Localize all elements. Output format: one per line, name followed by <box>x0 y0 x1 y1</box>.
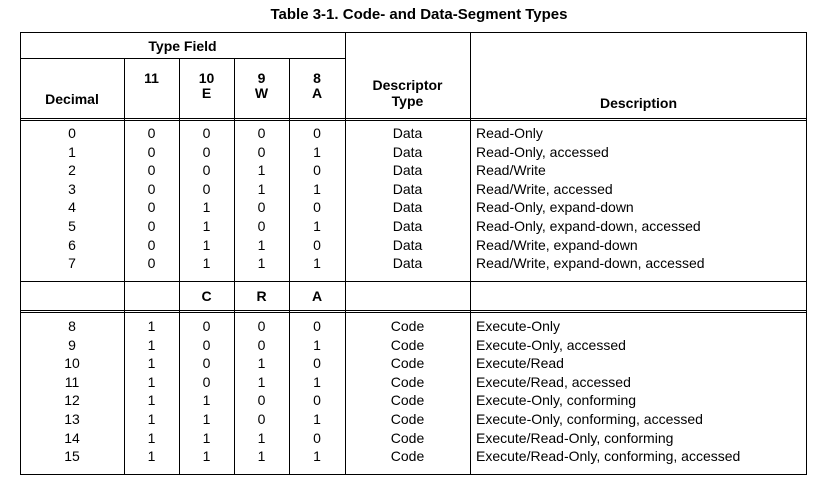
bit9-cell: 1 <box>257 255 266 272</box>
bit10-cell: 0 <box>202 373 211 390</box>
bit8-cell: 1 <box>313 448 321 465</box>
bit11-cell: 0 <box>147 236 156 253</box>
bit8-cell: 0 <box>313 392 321 409</box>
description-cell: Read/Write, accessed <box>476 180 613 197</box>
decimal-cell: 14 <box>64 429 80 446</box>
bit9-cell: 0 <box>257 411 266 427</box>
bit10-sub-header: E <box>201 85 212 101</box>
table-row <box>20 318 807 337</box>
description-cell: Read/Write <box>476 162 546 179</box>
bit9-cell: 0 <box>257 218 266 234</box>
descriptor-type-cell: Data <box>392 199 423 216</box>
decimal-cell: 9 <box>68 336 76 353</box>
decimal-cell: 8 <box>68 318 76 334</box>
bit10-cell: 0 <box>202 180 211 197</box>
bit11-cell: 0 <box>147 143 156 160</box>
bit10-cell: 0 <box>202 125 211 141</box>
bit11-cell: 1 <box>147 448 156 465</box>
bit10-cell: 1 <box>202 218 211 234</box>
bit8-cell: 0 <box>313 318 321 334</box>
bit8-cell: 0 <box>313 125 321 141</box>
decimal-cell: 6 <box>68 236 76 253</box>
decimal-cell: 0 <box>68 125 76 141</box>
bit9-cell: 0 <box>257 392 266 409</box>
table-row <box>20 392 807 411</box>
descriptor-type-header-line1: Descriptor <box>372 77 443 93</box>
bit9-cell: 0 <box>257 143 266 160</box>
bit10-cell: 1 <box>202 429 211 446</box>
bit8-cell: 1 <box>313 218 321 234</box>
bit11-cell: 1 <box>147 318 156 334</box>
bit11-cell: 0 <box>147 199 156 216</box>
bit8-sub-header: A <box>311 85 323 101</box>
decimal-cell: 4 <box>68 199 76 216</box>
bit9-cell: 1 <box>257 236 266 253</box>
description-cell: Execute-Only <box>476 318 561 334</box>
description-cell: Execute/Read <box>476 355 564 372</box>
description-cell: Read/Write, expand-down, accessed <box>476 255 705 272</box>
description-cell: Execute-Only, accessed <box>476 336 626 353</box>
bit8-cell: 0 <box>313 355 321 372</box>
bit10-cell: 0 <box>202 318 211 334</box>
code-bit10-header: C <box>201 288 212 304</box>
decimal-cell: 5 <box>68 218 76 234</box>
bit11-cell: 1 <box>147 373 156 390</box>
bit11-cell: 0 <box>147 125 156 141</box>
descriptor-type-cell: Code <box>390 336 425 353</box>
table-caption: Table 3-1. Code- and Data-Segment Types <box>270 6 568 23</box>
bit9-sub-header: W <box>254 85 269 101</box>
bit8-cell: 0 <box>313 429 321 446</box>
description-cell: Execute-Only, conforming, accessed <box>476 411 703 427</box>
description-cell: Execute/Read-Only, conforming, accessed <box>476 448 741 465</box>
data-rows-block <box>20 125 807 277</box>
table-row <box>20 237 807 256</box>
descriptor-type-cell: Data <box>392 255 423 272</box>
decimal-cell: 3 <box>68 180 76 197</box>
bit8-cell: 0 <box>313 199 321 216</box>
descriptor-type-cell: Code <box>390 355 425 372</box>
bit10-cell: 1 <box>202 448 211 465</box>
bit9-cell: 1 <box>257 373 266 390</box>
segment-types-table <box>20 32 807 475</box>
bit9-cell: 0 <box>257 125 266 141</box>
bit9-header: 9 <box>257 70 266 86</box>
bit11-cell: 1 <box>147 429 156 446</box>
bit10-cell: 1 <box>202 411 211 427</box>
bit9-cell: 1 <box>257 429 266 446</box>
code-rows-block <box>20 318 807 470</box>
table-row <box>20 411 807 430</box>
bit10-cell: 0 <box>202 336 211 353</box>
descriptor-type-cell: Code <box>390 429 425 446</box>
descriptor-type-cell: Data <box>392 218 423 234</box>
descriptor-type-cell: Code <box>390 373 425 390</box>
decimal-cell: 1 <box>68 143 76 160</box>
bit10-cell: 1 <box>202 199 211 216</box>
descriptor-type-cell: Data <box>392 143 423 160</box>
table-row <box>20 125 807 144</box>
table-row <box>20 374 807 393</box>
table-row <box>20 337 807 356</box>
bit10-cell: 1 <box>202 255 211 272</box>
description-cell: Read/Write, expand-down <box>476 236 638 253</box>
descriptor-type-cell: Code <box>390 411 425 427</box>
bit8-cell: 0 <box>313 236 321 253</box>
bit11-cell: 1 <box>147 392 156 409</box>
descriptor-type-cell: Code <box>390 448 425 465</box>
description-cell: Read-Only, expand-down, accessed <box>476 218 701 234</box>
descriptor-type-cell: Data <box>392 180 423 197</box>
descriptor-type-header-line2: Type <box>391 93 424 109</box>
bit11-cell: 0 <box>147 255 156 272</box>
table-row <box>20 144 807 163</box>
description-cell: Read-Only, expand-down <box>476 199 634 216</box>
table-row <box>20 255 807 274</box>
table-row <box>20 448 807 467</box>
decimal-cell: 10 <box>64 355 80 372</box>
code-bit9-header: R <box>256 288 267 304</box>
code-bit8-header: A <box>311 288 323 304</box>
decimal-cell: 13 <box>64 411 80 427</box>
descriptor-type-cell: Data <box>392 125 423 141</box>
bit9-cell: 0 <box>257 336 266 353</box>
bit11-cell: 0 <box>147 162 156 179</box>
description-cell: Read-Only, accessed <box>476 143 609 160</box>
bit11-cell: 0 <box>147 218 156 234</box>
description-cell: Read-Only <box>476 125 543 141</box>
bit8-cell: 1 <box>313 373 321 390</box>
bit8-header: 8 <box>313 70 321 86</box>
descriptor-type-cell: Code <box>390 392 425 409</box>
bit10-cell: 0 <box>202 143 211 160</box>
bit11-cell: 1 <box>147 336 156 353</box>
bit10-cell: 0 <box>202 162 211 179</box>
table-row <box>20 199 807 218</box>
bit11-header: 11 <box>144 70 159 86</box>
table-row <box>20 355 807 374</box>
description-cell: Execute/Read, accessed <box>476 373 631 390</box>
bit8-cell: 1 <box>313 143 321 160</box>
decimal-cell: 11 <box>64 373 80 390</box>
descriptor-type-cell: Data <box>392 162 423 179</box>
bit10-cell: 0 <box>202 355 211 372</box>
bit11-cell: 1 <box>147 355 156 372</box>
bit11-cell: 1 <box>147 411 156 427</box>
decimal-cell: 12 <box>64 392 80 409</box>
bit8-cell: 1 <box>313 411 321 427</box>
bit8-cell: 1 <box>313 336 321 353</box>
descriptor-type-cell: Data <box>392 236 423 253</box>
descriptor-type-cell: Code <box>390 318 425 334</box>
table-row <box>20 162 807 181</box>
bit10-cell: 1 <box>202 236 211 253</box>
bit9-cell: 0 <box>257 318 266 334</box>
bit8-cell: 0 <box>313 162 321 179</box>
description-cell: Execute-Only, conforming <box>476 392 637 409</box>
bit11-cell: 0 <box>147 180 156 197</box>
decimal-cell: 15 <box>64 448 80 465</box>
bit10-cell: 1 <box>202 392 211 409</box>
bit9-cell: 1 <box>257 448 266 465</box>
bit10-header: 10 <box>198 70 215 86</box>
description-header: Description <box>599 95 677 111</box>
bit9-cell: 1 <box>257 180 266 197</box>
decimal-cell: 7 <box>68 255 76 272</box>
bit9-cell: 1 <box>257 162 266 179</box>
decimal-header: Decimal <box>45 91 99 107</box>
bit9-cell: 0 <box>257 199 266 216</box>
table-row <box>20 218 807 237</box>
bit8-cell: 1 <box>313 255 321 272</box>
table-row <box>20 430 807 449</box>
bit9-cell: 1 <box>257 355 266 372</box>
description-cell: Execute/Read-Only, conforming <box>476 429 674 446</box>
decimal-cell: 2 <box>68 162 76 179</box>
type-field-header: Type Field <box>148 38 217 54</box>
bit8-cell: 1 <box>313 180 321 197</box>
table-row <box>20 181 807 200</box>
